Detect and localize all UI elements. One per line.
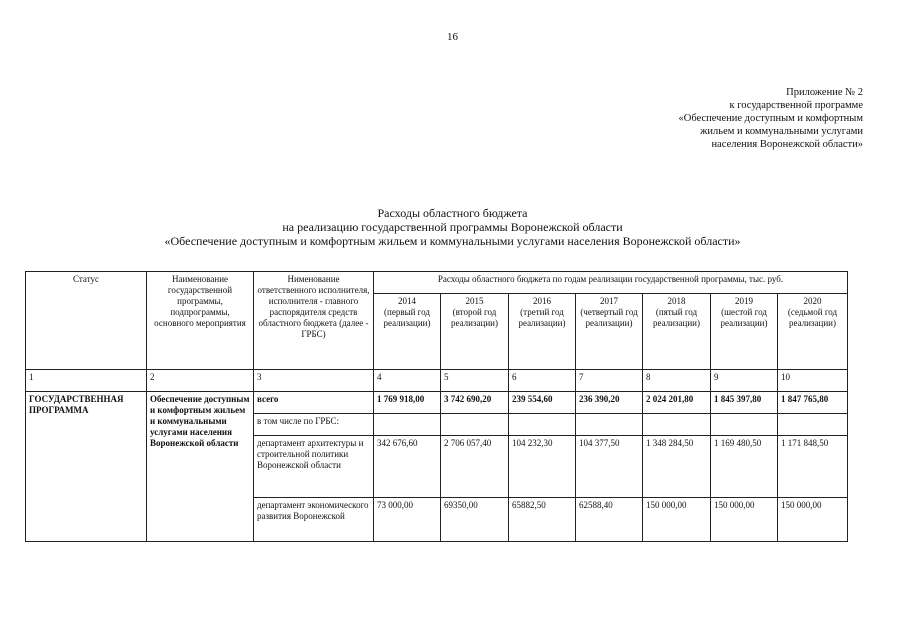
table-row xyxy=(26,392,848,414)
header-expenses: Расходы областного бюджета по годам реализации государственной программы, тыс. руб. xyxy=(374,272,848,294)
value-cell: 1 348 284,50 xyxy=(643,436,711,498)
header-year: 2020 (седьмой год реализации) xyxy=(778,294,848,370)
value-cell: 150 000,00 xyxy=(643,498,711,542)
value-cell: 104 377,50 xyxy=(576,436,643,498)
value-cell xyxy=(711,414,778,436)
value-cell: 73 000,00 xyxy=(374,498,441,542)
executor-cell: всего xyxy=(254,392,374,414)
program-cell: Обеспечение доступным и комфортным жильем и коммунальными услугами населения Воронежской области xyxy=(147,392,254,542)
value-cell: 1 769 918,00 xyxy=(374,392,441,414)
executor-cell: в том числе по ГРБС: xyxy=(254,414,374,436)
value-cell: 1 847 765,80 xyxy=(778,392,848,414)
appendix-line: Приложение № 2 xyxy=(786,87,863,98)
executor-cell: департамент архитектуры и строительной политики Воронежской области xyxy=(254,436,374,498)
title-line: Расходы областного бюджета xyxy=(377,206,528,220)
col-number: 7 xyxy=(576,370,643,392)
header-year: 2019 (шестой год реализации) xyxy=(711,294,778,370)
status-cell: ГОСУДАРСТВЕННАЯ ПРОГРАММА xyxy=(26,392,147,542)
appendix-line: жильем и коммунальными услугами xyxy=(700,126,863,137)
value-cell: 150 000,00 xyxy=(778,498,848,542)
col-number: 9 xyxy=(711,370,778,392)
value-cell xyxy=(441,414,509,436)
executor-cell: департамент экономического развития Воронежской xyxy=(254,498,374,542)
value-cell: 3 742 690,20 xyxy=(441,392,509,414)
value-cell: 104 232,30 xyxy=(509,436,576,498)
header-year: 2018 (пятый год реализации) xyxy=(643,294,711,370)
value-cell: 1 845 397,80 xyxy=(711,392,778,414)
value-cell xyxy=(778,414,848,436)
col-number: 5 xyxy=(441,370,509,392)
value-cell: 62588,40 xyxy=(576,498,643,542)
value-cell: 1 169 480,50 xyxy=(711,436,778,498)
value-cell: 2 706 057,40 xyxy=(441,436,509,498)
value-cell: 236 390,20 xyxy=(576,392,643,414)
header-year: 2014 (первый год реализации) xyxy=(374,294,441,370)
value-cell xyxy=(509,414,576,436)
page-number: 16 xyxy=(447,31,458,43)
col-number: 6 xyxy=(509,370,576,392)
appendix-header xyxy=(679,86,863,151)
value-cell: 2 024 201,80 xyxy=(643,392,711,414)
value-cell: 1 171 848,50 xyxy=(778,436,848,498)
title-line: на реализацию государственной программы Воронежской области xyxy=(282,220,623,234)
value-cell: 150 000,00 xyxy=(711,498,778,542)
header-year: 2015 (второй год реализации) xyxy=(441,294,509,370)
appendix-line: к государственной программе xyxy=(729,100,863,111)
header-row xyxy=(26,272,848,294)
budget-table xyxy=(25,271,848,542)
value-cell xyxy=(576,414,643,436)
value-cell: 65882,50 xyxy=(509,498,576,542)
col-number: 1 xyxy=(26,370,147,392)
document-title xyxy=(0,206,905,248)
col-number: 8 xyxy=(643,370,711,392)
value-cell: 342 676,60 xyxy=(374,436,441,498)
header-program: Наименование государственной программы, подпрограммы, основного мероприятия xyxy=(147,272,254,370)
col-number: 4 xyxy=(374,370,441,392)
header-year: 2017 (четвертый год реализации) xyxy=(576,294,643,370)
value-cell xyxy=(374,414,441,436)
value-cell: 69350,00 xyxy=(441,498,509,542)
header-executor: Нименование ответственного исполнителя, исполнителя - главного распорядителя средств областного бюджета (далее - ГРБС) xyxy=(254,272,374,370)
col-number: 2 xyxy=(147,370,254,392)
col-number: 10 xyxy=(778,370,848,392)
appendix-line: населения Воронежской области» xyxy=(711,139,863,150)
header-status: Статус xyxy=(26,272,147,370)
column-numbers-row xyxy=(26,370,848,392)
header-year: 2016 (третий год реализации) xyxy=(509,294,576,370)
appendix-line: «Обеспечение доступным и комфортным xyxy=(678,113,863,124)
title-line: «Обеспечение доступным и комфортным жильем и коммунальными услугами населения Воронежской области» xyxy=(164,234,741,248)
value-cell: 239 554,60 xyxy=(509,392,576,414)
col-number: 3 xyxy=(254,370,374,392)
value-cell xyxy=(643,414,711,436)
